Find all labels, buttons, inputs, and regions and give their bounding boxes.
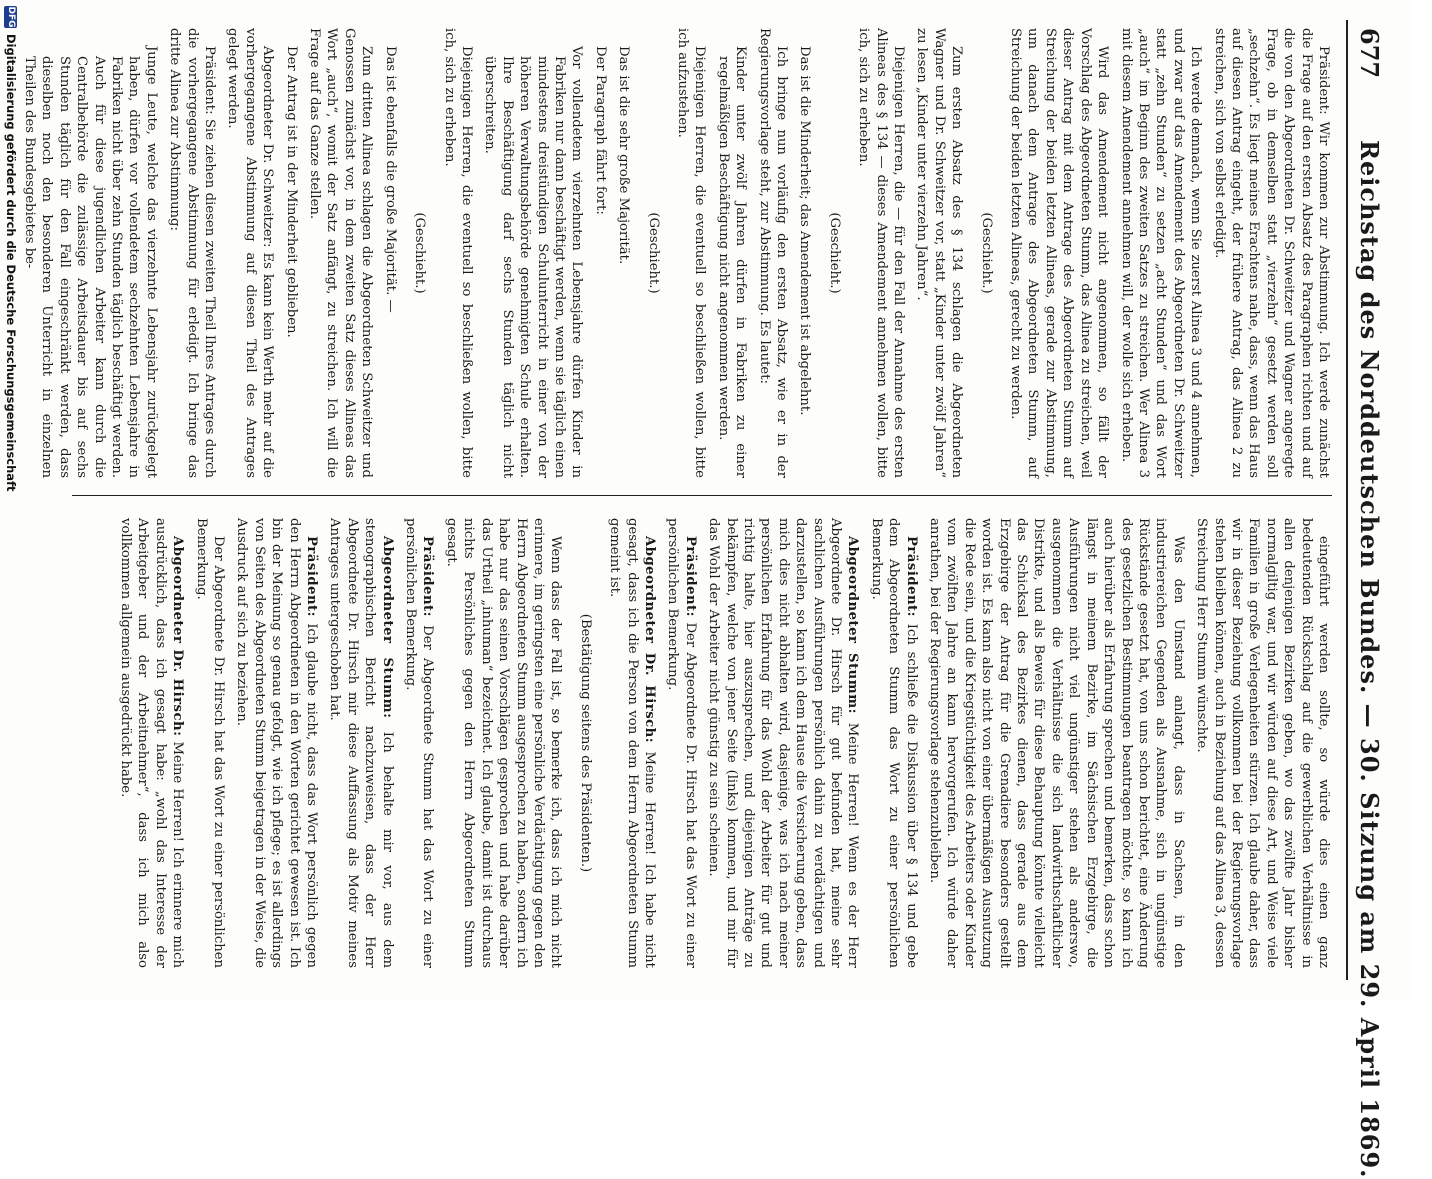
paragraph-text: Präsident: Wir kommen zur Abstimmung. Ich werde zunächst die Frage auf den ersten Absatz des Paragraphen richten und auf die von den Abgeordneten Dr. Schweitzer und Wagner angeregte Frage, ob in demselben statt „vierzehn“ gesetzt werden soll „sechzehn“. Es liegt meines Erachtens nahe, dass, wenn das Haus auf diesen Antrag eingeht, der frühere Antrag, das Alinea 2 zu streichen, sich von selbst erledigt. (1211, 28, 1331, 478)
paragraph-text: Diejenigen Herren, die — für den Fall der Annahme des ersten Alineas des § 134 — dieses Amendement annehmen wollen, bitte ich, sich zu erheben. (856, 28, 907, 478)
paragraph-text: (Geschieht.) (645, 212, 661, 294)
paragraph-text: Präsident: Sie ziehen diesen zweiten Theil Ihres Antrages durch die vorhergegangene Abstimmung für erledigt. Ich bringe das dritte Alinea zur Abstimmung: (167, 28, 218, 478)
paragraph (714, 28, 749, 478)
paragraph-text: Das ist die sehr große Majorität. (616, 46, 632, 265)
paragraph-text: Ich behalte mir vor, aus dem stenographischen Bericht nachzuweisen, dass der Herr Abgeordnete Dr. Hirsch mir diese Auffassung als Motiv meines Antrages untergeschoben hat. (327, 518, 395, 968)
paragraph (591, 28, 608, 478)
paragraph-text: Diejenigen Herren, die eventuell so beschließen wollen, bitte ich, sich zu erheben. (441, 28, 474, 478)
paragraph (977, 28, 994, 478)
page-number: 677 (1355, 28, 1384, 79)
paragraph (606, 518, 658, 968)
paragraph (381, 28, 398, 478)
speaker-name: Präsident: (304, 536, 320, 618)
paragraph (674, 28, 709, 478)
paragraph-text: Das ist die Minderheit; das Amendement ist abgelehnt. (797, 46, 813, 416)
paragraph (664, 518, 699, 968)
paragraph (855, 28, 907, 478)
paragraph-text: Zum dritten Alinea schlagen die Abgeordneten Schweitzer und Genossen zunächst vor, in dem zweiten Satz dieses Alineas das Wort „auch“, womit der Satz anfängt, zu streichen. Ich will die Frage auf das Ganze stellen. (307, 28, 375, 478)
paragraph (402, 518, 437, 968)
paragraph-text: Diejenigen Herren, die eventuell so beschließen wollen, bitte ich aufzustehen. (675, 28, 708, 478)
paragraph-text: Vor vollendetem vierzehnten Lebensjahre dürfen Kinder in Fabriken nur dann beschäftigt werden, wenn sie täglich einen mindestens dreistündigen Schulunterricht in einer von der höheren Verwaltungsbehörde genehmigten Schule erhalten. Ihre Beschäftigung darf sechs Stunden täglich nicht überschreiten. (482, 46, 585, 478)
paragraph-text: Der Antrag ist in der Minderheit geblieben. (283, 46, 299, 338)
paragraph-text: eingeführt werden sollte, so würde dies einen ganz bedeutenden Rückschlag auf die gewerblichen Verhältnisse in allen denjenigen Bezirken geben, wo das zwölfte Jahr bisher normalgiltig war, und wir würden auf diese Art, und Weise viele Familien in große Verlegenheiten stürzen. Ich glaube daher, dass wir in dieser Beziehung vollkommen bei der Regierungsvorlage stehen bleiben können, auch in Beziehung auf das Alinea 3, dessen Streichung Herr Stumm wünschte. (1194, 518, 1331, 968)
paragraph-text: Ich glaube nicht, dass das Wort persönlich gegen den Herrn Abgeordneten in den Worten gerichtet gewesen ist. Ich bin der Meinung so genau gefolgt, wie ich pflege; es ist allerdings von Seiten des Abgeordneten Stumm beigetragen in der Weise, die Ausdruck auf sich zu beziehen. (234, 518, 320, 968)
paragraph-text: Wird das Amendement nicht angenommen, so fällt der Vorschlag des Abgeordneten Stumm, das Alinea zu streichen, weil dieser Antrag mit dem Antrage des Abgeordneten Stumm auf Streichung der beiden letzten Alineas, gerade zur Abstimmung, um danach dem Antrage des Abgeordneten Stumm, auf Streichung der beiden letzten Alineas, gerecht zu werden. (1008, 28, 1111, 478)
paragraph-text: Abgeordneter Dr. Schweitzer: Es kann kein Werth mehr auf die vorhergegangene Abstimmung auf diesen Theil des Antrages gelegt werden. (225, 28, 276, 478)
paragraph-text: (Geschieht.) (826, 212, 842, 294)
paragraph (796, 28, 813, 478)
speaker-name: Präsident: (682, 536, 698, 618)
paragraph-text: Ich schließe die Diskussion über § 134 und gebe dem Abgeordneten Stumm das Wort zu einer persönlichen Bemerkung. (868, 518, 919, 968)
paragraph (825, 28, 842, 478)
paragraph (755, 28, 790, 478)
speaker-name: Abgeordneter Dr. Hirsch: (170, 536, 186, 737)
funding-credit: Digitalisierung gefördert durch die Deutsche Forschungsgemeinschaft (4, 34, 18, 492)
page-header (1346, 20, 1388, 1179)
paragraph (1117, 28, 1204, 478)
paragraph-text: Was den Umstand anlangt, dass in Sachsen, in den industriereichen Gegenden als Ausnahme, sich in ungünstige Rückstände gesetzt hat, von uns schon berichtet, eine Änderung des gesetzlichen Bestimmungen beantragen möchte, so kann ich auch hierüber als Erfahrung sprechen und bemerken, dass schon längst in meinem Bezirke, im Sächsischen Erzgebirge, die Ausführungen nicht viel ungünstiger stehen als anderswo, ausgenommen die Verhältnisse die sich landwirthschaftlicher Distrikte, und als Beweis für diese Behauptung könnte vielleicht das Schicksal des Bezirkes dienen, dass gerade aus dem Erzgebirge der Antrag für die Grenadiere besonders gestellt worden ist. Es kann also nicht von einer übermäßigen Ausnutzung die Rede sein, und die Kriegstüchtigkeit des Arbeiters oder Kinder vom zwölften Jahre an kann hervorgerufen. Ich würde daher anrathen, bei der Regierungsvorlage stehenzubleiben. (927, 518, 1186, 968)
paragraph (926, 518, 1187, 968)
paragraph-text: Junge Leute, welche das vierzehnte Lebensjahr zurückgelegt haben, dürfen vor vollendetem sechzehnten Lebensjahre in Fabriken nicht über zehn Stunden täglich beschäftigt werden. Auch für diese jugendlichen Arbeiter kann durch die Centralbehörde die zulässige Arbeitsdauer bis auf sechs Stunden täglich für den Fall eingeschränkt werden, dass dieselben noch den besonderen Unterricht in einzelnen Theilen des Bundesgebietes be- (22, 46, 159, 478)
text-column-right (22, 518, 1332, 968)
speaker-name: Präsident: (420, 536, 436, 618)
paragraph (166, 28, 218, 478)
paragraph (233, 518, 320, 968)
paragraph-text: (Geschieht.) (412, 212, 428, 294)
paragraph-text: Zum ersten Absatz des § 134 schlagen die Abgeordneten Wagner und Dr. Schweitzer vor, statt „Kinder unter zwölf Jahren“ zu lesen „Kinder unter vierzehn Jahren“. (914, 28, 965, 478)
paragraph (1193, 518, 1332, 968)
paragraph (282, 28, 299, 478)
paragraph-text: Meine Herren! Ich habe nicht gesagt, dass ich die Person von dem Herrn Abgeordneten Stumm gemeint ist. (607, 518, 657, 968)
paragraph-text: Der Paragraph fährt fort: (592, 46, 608, 215)
paragraph-text: Der Abgeordnete Dr. Hirsch hat das Wort zu einer persönlichen Bemerkung. (193, 518, 227, 968)
speaker-name: Abgeordneter Dr. Hirsch: (641, 536, 657, 744)
paragraph-text: Das ist ebenfalls die große Majorität. — (382, 46, 398, 313)
paragraph (1210, 28, 1332, 478)
paragraph-text: Wenn dass der Fall ist, so bemerke ich, dass ich mich nicht erinnere, im geringsten eine persönliche Verdächtigung gegen den Herrn Abgeordneten Stumm ausgesprochen zu haben, sondern ich habe nur das seinen Vorschlägen gesprochen und habe darüber das Urtheil „inhuman“ bezeichnet. Ich glaube, damit ist durchaus nichts Persönliches gegen den Herrn Abgeordneten Stumm gesagt. (443, 518, 564, 968)
digitization-footer (0, 0, 20, 1000)
paragraph-text: Der Abgeordnete Dr. Hirsch hat das Wort zu einer persönlichen Bemerkung. (665, 518, 698, 968)
paragraph (192, 518, 227, 968)
paragraph (481, 28, 585, 478)
paragraph (326, 518, 396, 968)
paragraph-text: (Bestätigung seitens des Präsidenten.) (577, 613, 593, 873)
page-title: Reichstag des Norddeutschen Bundes. — 30. Sitzung am 29. April 1869. (1355, 140, 1384, 1179)
paragraph-text: Ich bringe nun vorläufig den ersten Absatz, wie er in der Regierungsvorlage steht, zur Abstimmung. Es lautet: (756, 28, 790, 478)
speaker-name: Abgeordneter Stumm: (379, 536, 395, 719)
paragraph (1007, 28, 1111, 478)
paragraph-text: Ich werde demnach, wenn Sie zuerst Alinea 3 und 4 annehmen, und zwar auf das Amendement des Abgeordneten Dr. Schweitzer statt „zehn Stunden“ zu setzen „acht Stunden“ und das Wort „auch“ im Beginn des zweiten Satzes zu streichen. Wer Alinea 3 mit diesem Amendement annehmen will, der wolle sich erheben. (1118, 28, 1204, 478)
paragraph (443, 518, 565, 968)
paragraph (705, 518, 862, 968)
paragraph (411, 28, 428, 478)
paragraph (117, 518, 187, 968)
speaker-name: Präsident: (903, 536, 919, 618)
paragraph (306, 28, 376, 478)
paragraph-text: Der Abgeordnete Stumm hat das Wort zu einer persönlichen Bemerkung. (403, 518, 436, 968)
dfg-logo: DFG (6, 6, 16, 28)
paragraph-text: Meine Herren! Ich erinnere mich ausdrücklich, dass ich gesagt habe: „wohl das Interesse der Arbeitgeber und der Arbeitnehmer“, dass ich mich also vollkommen allgemein ausgedrückt habe. (118, 518, 186, 968)
paragraph-text: (Geschieht.) (978, 212, 994, 294)
paragraph (21, 28, 160, 478)
paragraph (440, 28, 475, 478)
paragraph (644, 28, 661, 478)
paragraph (913, 28, 965, 478)
paragraph-text: Meine Herren! Wenn es der Herr Abgeordnete Dr. Hirsch für gut befunden hat, meine sehr sachlichen Ausführungen persönlich dahin zu verdächtigen und darzustellen, so kann ich dem Hause die Versicherung geben, dass mich dies nicht abhalten wird, dasjenige, was ich nach meiner persönlichen Erfahrung für das Wohl der Arbeiter für gut und richtig halte, hier auszusprechen, und diejenigen Anträge zu bekämpfen, welche von jener Seite (links) kommen, und mir für das Wohl der Arbeiter nicht günstig zu sein scheinen. (706, 518, 861, 968)
column-divider (72, 495, 1332, 496)
paragraph-text: Kinder unter zwölf Jahren dürfen in Fabriken zu einer regelmäßigen Beschäftigung nicht angenommen werden. (715, 46, 749, 478)
paragraph (224, 28, 276, 478)
text-column-left (22, 28, 1332, 478)
paragraph (867, 518, 919, 968)
speaker-name: Abgeordneter Stumm: (845, 536, 861, 715)
paragraph (576, 518, 593, 968)
paragraph (615, 28, 632, 478)
